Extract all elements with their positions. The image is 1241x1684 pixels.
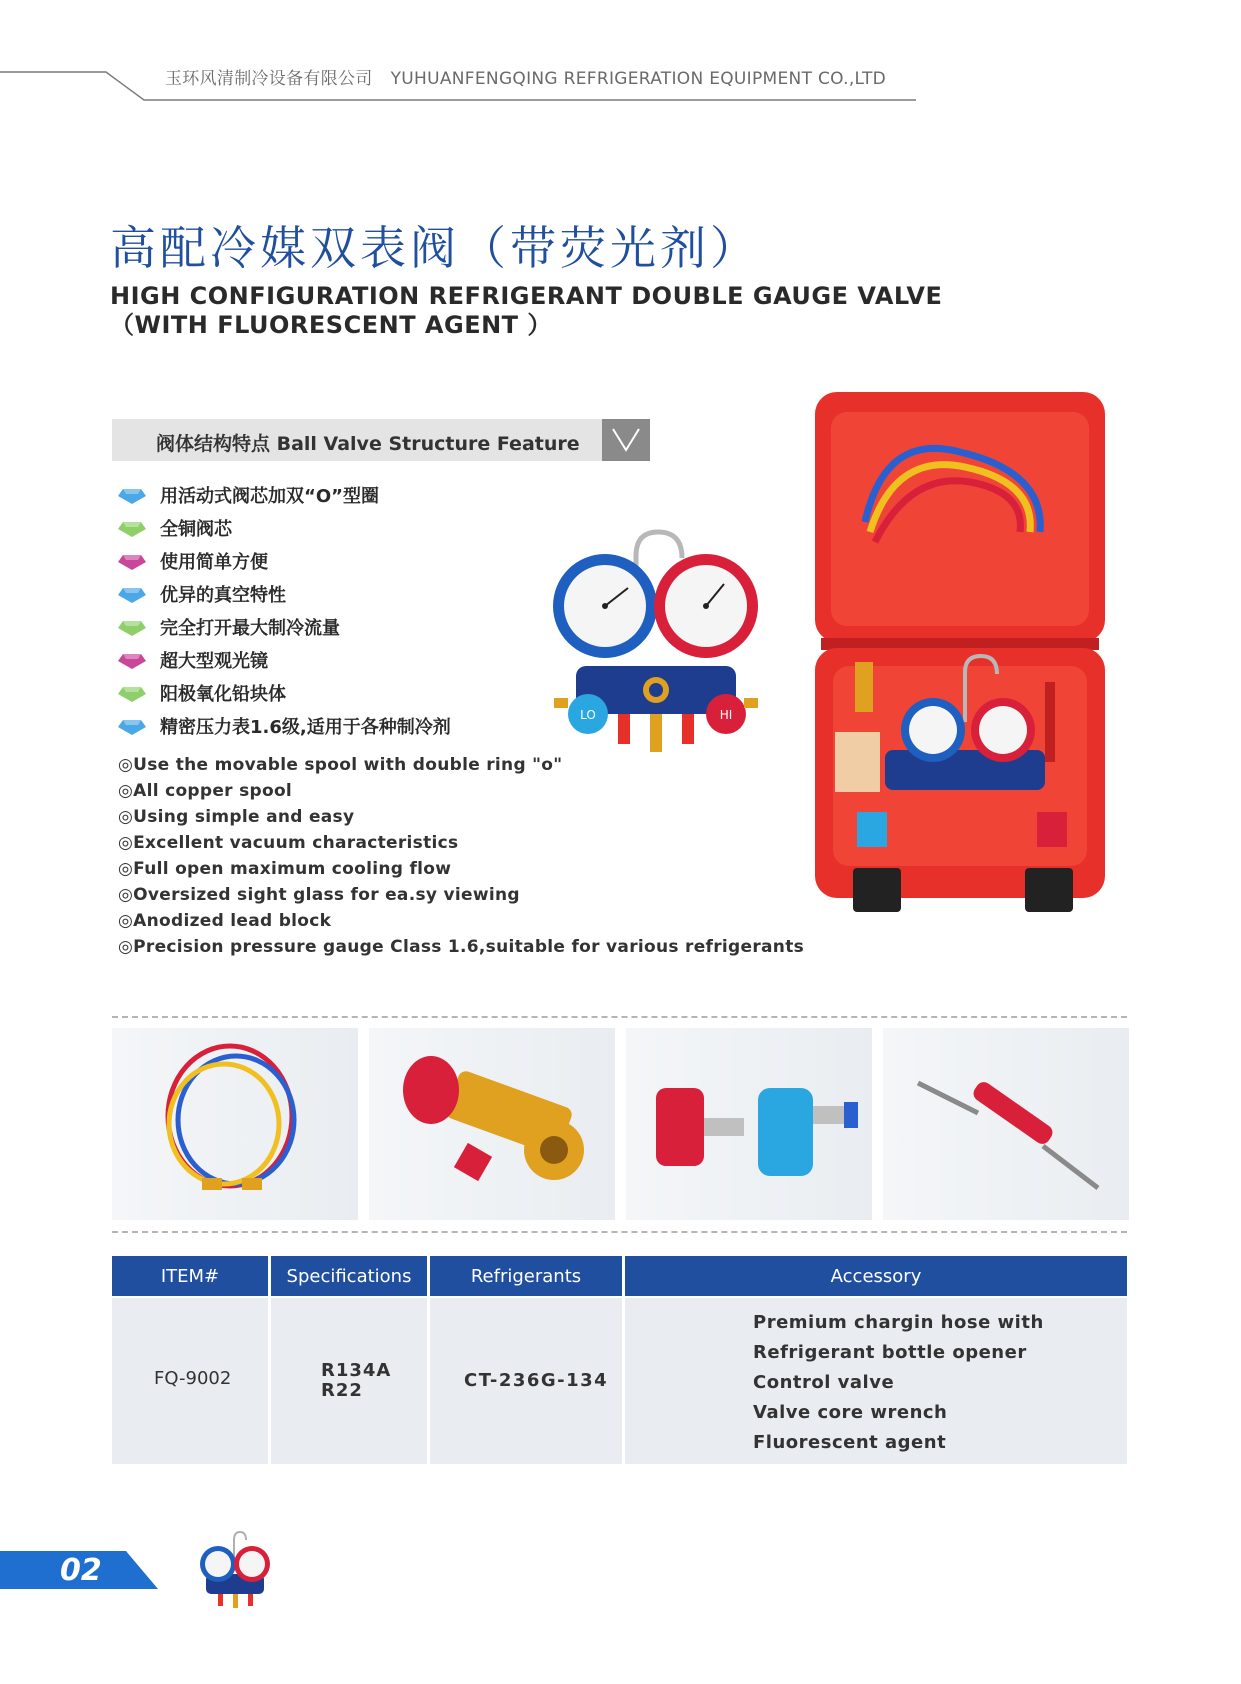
feature-en-item: ◎Oversized sight glass for ea.sy viewing	[118, 885, 520, 905]
manifold-gauge-image	[548, 528, 763, 773]
feature-cn-item	[118, 478, 451, 511]
feature-cn-label: 阳极氧化铅块体	[160, 683, 286, 705]
gem-bullet-icon	[118, 652, 146, 668]
feature-list-en	[118, 755, 804, 963]
valve-core-wrench-image	[883, 1028, 1129, 1220]
feature-cn-label: 用活动式阀芯加双“O”型圈	[160, 485, 379, 507]
page-number: 02	[60, 1553, 102, 1588]
table-header-specifications: Specifications	[271, 1256, 427, 1296]
feature-cn-item	[118, 610, 451, 643]
company-name	[165, 64, 904, 89]
feature-cn-item	[118, 577, 451, 610]
feature-en-item: ◎All copper spool	[118, 781, 293, 801]
feature-bar-label: 阀体结构特点 Ball Valve Structure Feature	[156, 433, 580, 455]
table-header-item: ITEM#	[112, 1256, 268, 1296]
feature-cn-label: 超大型观光镜	[160, 650, 268, 672]
feature-cn-item	[118, 511, 451, 544]
table-header-accessory: Accessory	[625, 1256, 1127, 1296]
feature-cn-label: 精密压力表1.6级,适用于各种制冷剂	[160, 716, 451, 738]
control-valve-image	[626, 1028, 872, 1220]
item-number: FQ-9002	[154, 1368, 232, 1389]
spec-r134a: R134A	[321, 1360, 392, 1381]
feature-en-item: ◎Precision pressure gauge Class 1.6,suitable for various refrigerants	[118, 937, 805, 957]
gem-bullet-icon	[118, 553, 146, 569]
table-cell-specifications	[271, 1298, 427, 1464]
feature-cn-label: 完全打开最大制冷流量	[160, 617, 340, 639]
gem-bullet-icon	[118, 619, 146, 635]
page-title-en	[110, 282, 942, 340]
feature-cn-item	[118, 676, 451, 709]
accessory-item: Premium chargin hose with	[753, 1312, 1044, 1333]
refrigerant-code: CT-236G-134	[464, 1370, 609, 1391]
gem-bullet-icon	[118, 718, 146, 734]
table-cell-refrigerants	[430, 1298, 622, 1464]
feature-en-item: ◎Anodized lead block	[118, 911, 332, 931]
page-title-en-line2: （WITH FLUORESCENT AGENT ）	[110, 311, 552, 339]
page-title-cn: 高配冷媒双表阀（带荧光剂）	[110, 221, 760, 275]
accessory-item: Valve core wrench	[753, 1402, 948, 1423]
carrying-case-image	[815, 392, 1105, 914]
feature-cn-label: 优异的真空特性	[160, 584, 286, 606]
gem-bullet-icon	[118, 487, 146, 503]
spec-r22: R22	[321, 1380, 363, 1401]
lo-label: LO	[580, 708, 596, 722]
gem-bullet-icon	[118, 685, 146, 701]
divider-bottom	[112, 1231, 1127, 1233]
table-header-refrigerants: Refrigerants	[430, 1256, 622, 1296]
footer-gauge-icon	[198, 1530, 273, 1612]
accessory-item: Refrigerant bottle opener	[753, 1342, 1027, 1363]
feature-cn-label: 使用简单方便	[160, 551, 268, 573]
gem-bullet-icon	[118, 586, 146, 602]
feature-cn-item	[118, 643, 451, 676]
hi-label: HI	[719, 708, 733, 722]
feature-en-item: ◎Excellent vacuum characteristics	[118, 833, 459, 853]
feature-en-item: ◎Full open maximum cooling flow	[118, 859, 452, 879]
feature-cn-item	[118, 544, 451, 577]
feature-cn-label: 全铜阀芯	[160, 518, 232, 540]
gem-bullet-icon	[118, 520, 146, 536]
bottle-opener-image	[369, 1028, 615, 1220]
divider-top	[112, 1016, 1127, 1018]
hose-image	[112, 1028, 358, 1220]
accessory-item: Fluorescent agent	[753, 1432, 947, 1453]
feature-en-item: ◎Use the movable spool with double ring "o"	[118, 755, 563, 775]
feature-list-cn	[118, 478, 451, 742]
company-name-en: YUHUANFENGQING REFRIGERATION EQUIPMENT CO.,LTD	[390, 69, 887, 89]
feature-cn-item	[118, 709, 451, 742]
feature-en-item: ◎Using simple and easy	[118, 807, 355, 827]
chevron-down-icon	[602, 419, 650, 461]
table-cell-item	[112, 1298, 268, 1464]
accessory-item: Control valve	[753, 1372, 895, 1393]
page-title-en-line1: HIGH CONFIGURATION REFRIGERANT DOUBLE GAUGE VALVE	[110, 282, 943, 310]
company-name-cn: 玉环风清制冷设备有限公司	[165, 69, 373, 89]
accessory-list	[753, 1312, 1044, 1462]
